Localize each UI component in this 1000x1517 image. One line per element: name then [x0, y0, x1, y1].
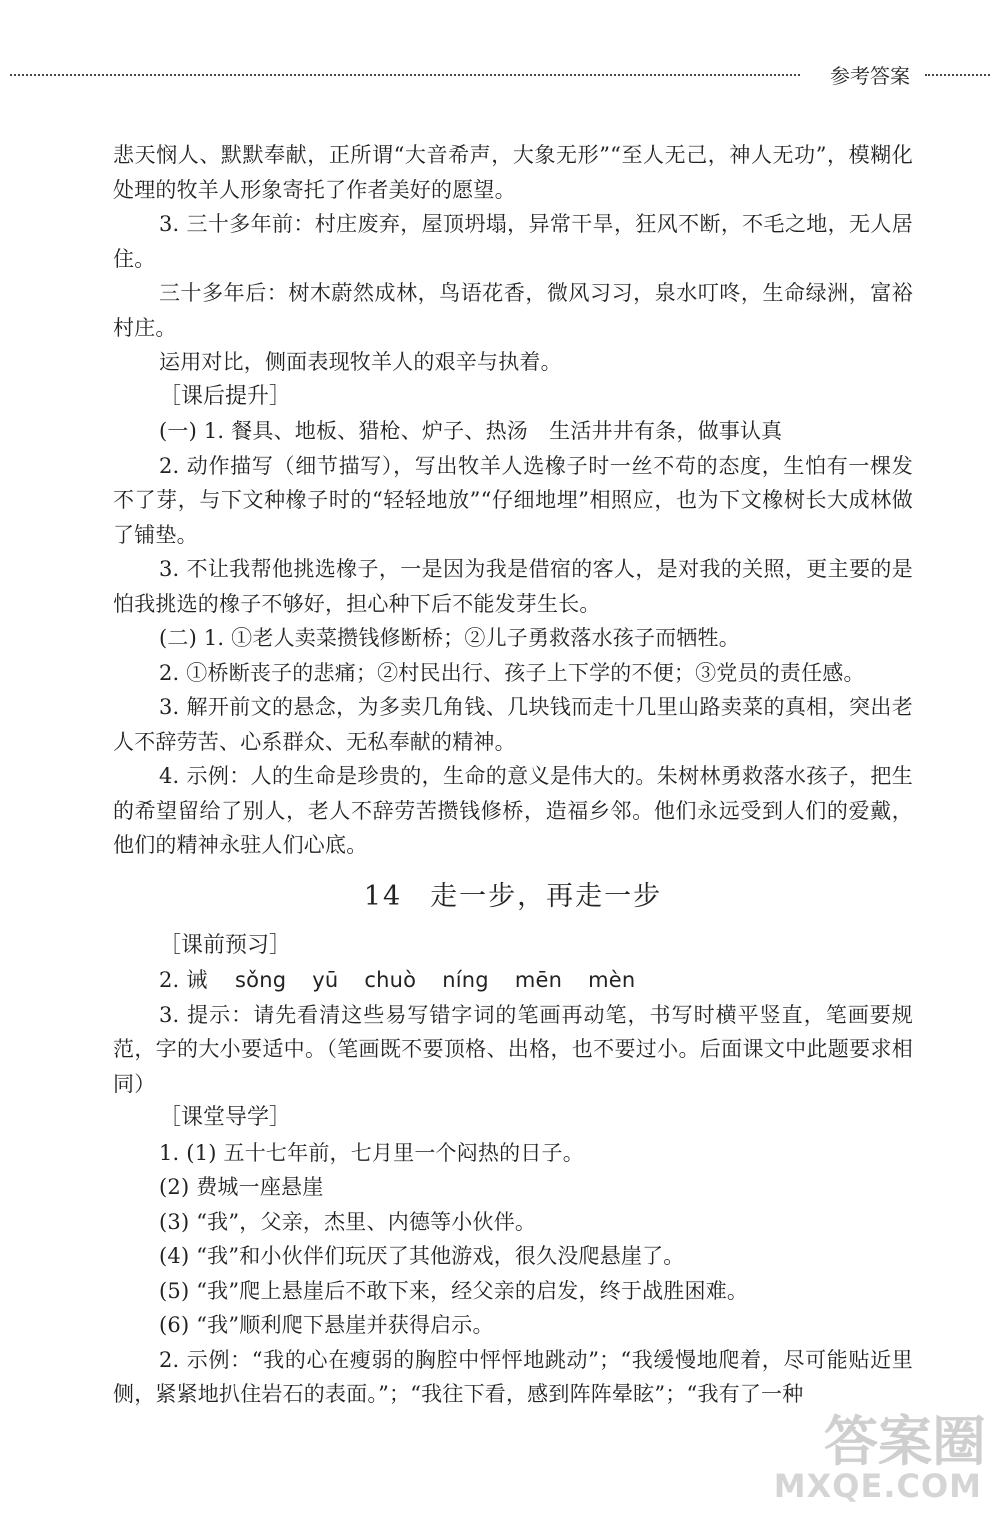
answer-q3-before: 3. 三十多年前：村庄废弃，屋顶坍塌，异常干旱，狂风不断，不毛之地，无人居住。 — [113, 212, 913, 271]
chapter-title: 走一步，再走一步 — [430, 880, 663, 912]
chapter-heading — [113, 877, 913, 917]
answer-part2-q4: 4. 示例：人的生命是珍贵的，生命的意义是伟大的。朱树林勇救落水孩子，把生的希望留给了别人，老人不辞劳苦攒钱修桥，造福乡邻。他们永远受到人们的爱戴，他们的精神永驻人们心底。 — [113, 764, 913, 857]
answer-class-q1-3: (3) “我”，父亲，杰里、内德等小伙伴。 — [159, 1209, 537, 1234]
page-header — [0, 58, 1000, 88]
answer-class-q1-5: (5) “我”爬上悬崖后不敢下来，经父亲的启发，终于战胜困难。 — [159, 1278, 749, 1303]
answer-class-q1-2: (2) 费城一座悬崖 — [159, 1175, 324, 1199]
answer-part2-q1: (二) 1. ①老人卖菜攒钱修断桥；②儿子勇救落水孩子而牺牲。 — [159, 626, 740, 650]
answer-part1-q2: 2. 动作描写（细节描写），写出牧羊人选橡子时一丝不苟的态度，生怕有一棵发不了芽，与下文种橡子时的“轻轻地放”“仔细地埋”相照应，也为下文橡树长大成林做了铺垫。 — [113, 453, 913, 547]
answer-class-q2: 2. 示例：“我的心在瘦弱的胸腔中怦怦地跳动”；“我缓慢地爬着，尽可能贴近里侧，紧紧地扒住岩石的表面。”；“我往下看，感到阵阵晕眩”；“我有了一种 — [113, 1347, 913, 1406]
header-dotted-rule-right — [925, 74, 990, 76]
pinyin-item: mēn — [514, 968, 563, 992]
chapter-number: 14 — [363, 880, 403, 912]
answer-content — [113, 138, 913, 1412]
answer-class-q1-1: 1. (1) 五十七年前，七月里一个闷热的日子。 — [159, 1140, 584, 1165]
answer-part1-q3: 3. 不让我帮他挑选橡子，一是因为我是借宿的客人，是对我的关照，更主要的是怕我挑选的橡子不够好，担心种下后不能发芽生长。 — [113, 557, 913, 616]
watermark-url: MXQE.COM — [773, 1467, 982, 1505]
answer-part2-q2: 2. ①桥断丧子的悲痛；②村民出行、孩子上下学的不便；③党员的责任感。 — [159, 660, 865, 685]
answer-preview-q3: 3. 提示：请先看清这些易写错字词的笔画再动笔，书写时横平竖直，笔画要规范，字的大小要适中。（笔画既不要顶格、出格，也不要过小。后面课文中此题要求相同） — [113, 1002, 913, 1096]
pinyin-item: mèn — [588, 968, 636, 992]
answer-part2-q3: 3. 解开前文的悬念，为多卖几角钱、几块钱而走十几里山路卖菜的真相，突出老人不辞劳苦、心系群众、无私奉献的精神。 — [113, 695, 913, 754]
preview-q2-label: 2. 诫 — [159, 968, 208, 992]
header-title: 参考答案 — [830, 64, 910, 88]
answer-q3-method: 运用对比，侧面表现牧羊人的艰辛与执着。 — [159, 350, 562, 374]
answer-q3-after: 三十多年后：树木蔚然成林，鸟语花香，微风习习，泉水叮咚，生命绿洲，富裕村庄。 — [113, 281, 913, 340]
answer-preview-q2 — [113, 963, 913, 998]
header-dotted-rule-left — [10, 74, 800, 76]
section-preview: ［课前预习］ — [159, 932, 292, 958]
pinyin-list — [235, 968, 661, 992]
pinyin-item: níng — [442, 968, 489, 992]
pinyin-item: sǒng — [235, 968, 287, 992]
section-after-class: ［课后提升］ — [159, 383, 292, 409]
answer-class-q1-6: (6) “我”顺利爬下悬崖并获得启示。 — [159, 1313, 494, 1337]
answer-part1-q1: (一) 1. 餐具、地板、猎枪、炉子、热汤 生活井井有条，做事认真 — [159, 419, 783, 443]
watermark-logo — [773, 1399, 986, 1509]
watermark-text: 答案圈 — [824, 1410, 986, 1473]
paragraph-continuation: 悲天悯人、默默奉献，正所谓“大音希声，大象无形”“至人无己，神人无功”，模糊化处理的牧羊人形象寄托了作者美好的愿望。 — [113, 143, 913, 202]
section-in-class: ［课堂导学］ — [159, 1105, 292, 1130]
pinyin-item: chuò — [364, 968, 417, 992]
answer-class-q1-4: (4) “我”和小伙伴们玩厌了其他游戏，很久没爬悬崖了。 — [159, 1244, 685, 1268]
pinyin-item: yū — [312, 968, 339, 992]
